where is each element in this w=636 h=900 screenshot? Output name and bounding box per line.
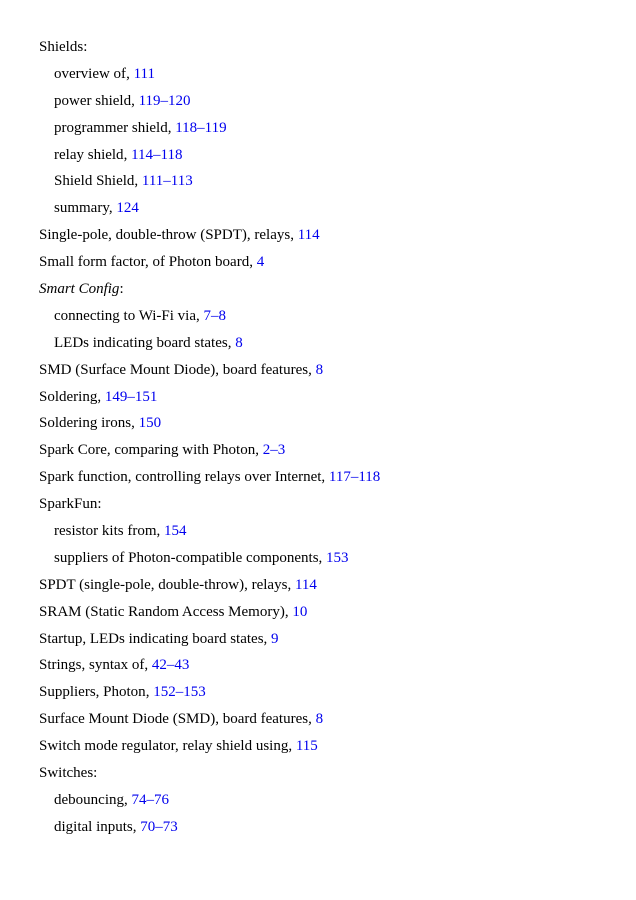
page-reference-link[interactable]: 114–118 — [131, 146, 183, 163]
index-entry — [39, 733, 380, 760]
index-separator: , — [227, 334, 236, 351]
index-term: summary — [54, 200, 109, 217]
index-separator: , — [167, 119, 176, 136]
index-entry — [39, 34, 380, 61]
index-term: SPDT (single-pole, double-throw), relays — [39, 576, 288, 593]
index-separator: : — [119, 281, 124, 298]
index-subentry — [39, 88, 380, 115]
index-entry — [39, 572, 380, 599]
index-term: Spark function, controlling relays over Internet — [39, 469, 322, 486]
index-entry — [39, 437, 380, 464]
page-reference-link[interactable]: 42–43 — [151, 657, 190, 674]
page-reference-link[interactable]: 117–118 — [328, 469, 381, 486]
index-subentry — [39, 168, 380, 195]
index-separator: , — [263, 630, 272, 647]
page-reference-link[interactable]: 124 — [116, 200, 139, 217]
page-reference-link[interactable]: 150 — [138, 415, 162, 432]
index-term: Spark Core, comparing with Photon — [39, 442, 256, 459]
index-subentry — [39, 61, 380, 88]
page-reference-link[interactable]: 119–120 — [138, 92, 191, 109]
index-term: Shield Shield — [54, 173, 135, 190]
index-separator: , — [308, 711, 316, 728]
index-separator: , — [131, 415, 139, 432]
page-reference-link[interactable]: 111 — [133, 65, 155, 82]
page-reference-link[interactable]: 8 — [315, 711, 324, 728]
index-separator: , — [131, 92, 139, 109]
index-separator: , — [97, 388, 105, 405]
index-term: Soldering — [39, 388, 98, 405]
index-separator: , — [249, 254, 257, 271]
page-reference-link[interactable]: 9 — [271, 630, 279, 647]
index-entry — [39, 599, 380, 626]
index-separator: , — [156, 523, 164, 540]
index-entry — [39, 249, 380, 276]
index-entry — [39, 276, 380, 303]
page-reference-link[interactable]: 154 — [164, 523, 187, 540]
index-entry — [39, 626, 380, 653]
index-separator: , — [321, 469, 329, 486]
index-term: Switch mode regulator, relay shield using — [39, 738, 289, 755]
index-separator: , — [123, 146, 132, 163]
index-term: Strings, syntax of — [39, 657, 145, 674]
index-entry — [39, 491, 380, 518]
index-term: Switches — [39, 765, 94, 782]
index-entry — [39, 222, 380, 249]
index-subentry — [39, 814, 380, 841]
index-separator: : — [93, 765, 98, 782]
index-separator: , — [134, 173, 142, 190]
index-entry — [39, 464, 380, 491]
index-term: LEDs indicating board states — [54, 334, 228, 351]
index-separator: , — [288, 738, 296, 755]
index-term: Soldering irons — [39, 415, 132, 432]
index-separator: , — [287, 576, 295, 593]
page-reference-link[interactable]: 115 — [295, 738, 318, 755]
index-term: Single-pole, double-throw (SPDT), relays — [39, 227, 291, 244]
index-subentry — [39, 330, 380, 357]
index-term: programmer shield — [54, 119, 168, 136]
index-list — [39, 34, 380, 841]
index-term: SRAM (Static Random Access Memory) — [39, 603, 285, 620]
index-term: Smart Config — [39, 281, 120, 298]
index-term: relay shield — [54, 146, 124, 163]
page-reference-link[interactable]: 114 — [294, 576, 317, 593]
index-entry — [39, 410, 380, 437]
index-entry — [39, 706, 380, 733]
index-separator: , — [126, 65, 134, 82]
index-subentry — [39, 115, 380, 142]
index-term: Shields — [39, 39, 84, 55]
index-entry — [39, 357, 380, 384]
page-reference-link[interactable]: 114 — [297, 227, 320, 244]
page-reference-link[interactable]: 8 — [315, 361, 324, 378]
page-reference-link[interactable]: 152–153 — [153, 684, 206, 701]
index-term: digital inputs — [54, 818, 133, 835]
index-separator: , — [196, 307, 204, 324]
index-subentry — [39, 545, 380, 572]
index-term: Startup, LEDs indicating board states — [39, 630, 264, 647]
index-term: SMD (Surface Mount Diode), board features — [39, 361, 309, 378]
index-separator: , — [144, 657, 152, 674]
index-subentry — [39, 195, 380, 222]
index-term: debouncing — [54, 791, 124, 808]
index-term: Suppliers, Photon — [39, 684, 146, 701]
index-separator: , — [290, 227, 298, 244]
index-entry — [39, 679, 380, 706]
index-term: Small form factor, of Photon board — [39, 254, 250, 271]
page-reference-link[interactable]: 74–76 — [131, 791, 169, 808]
page-reference-link[interactable]: 10 — [292, 603, 308, 620]
page-reference-link[interactable]: 118–119 — [175, 119, 227, 136]
page-reference-link[interactable]: 70–73 — [140, 818, 178, 835]
index-term: power shield — [54, 92, 132, 109]
page-reference-link[interactable]: 149–151 — [104, 388, 158, 405]
index-term: resistor kits from — [54, 523, 157, 540]
page-reference-link[interactable]: 2–3 — [262, 442, 286, 459]
index-separator: , — [255, 442, 263, 459]
index-subentry — [39, 518, 380, 545]
index-separator: : — [83, 39, 88, 55]
index-term: overview of — [54, 65, 127, 82]
index-separator: , — [318, 549, 327, 566]
index-separator: , — [308, 361, 316, 378]
index-separator: , — [123, 791, 132, 808]
index-separator: , — [132, 818, 141, 835]
index-separator: , — [284, 603, 293, 620]
index-subentry — [39, 142, 380, 169]
index-term: Surface Mount Diode (SMD), board features — [39, 711, 309, 728]
index-separator: : — [97, 496, 102, 513]
index-entry — [39, 652, 380, 679]
page-reference-link[interactable]: 8 — [235, 334, 243, 351]
index-term: SparkFun — [39, 496, 98, 513]
index-subentry — [39, 787, 380, 814]
index-entry — [39, 760, 380, 787]
index-subentry — [39, 303, 380, 330]
page-reference-link[interactable]: 111–113 — [141, 173, 193, 190]
index-term: suppliers of Photon-compatible components — [54, 549, 319, 566]
index-term: connecting to Wi-Fi via — [54, 307, 197, 324]
index-separator: , — [145, 684, 154, 701]
page-reference-link[interactable]: 4 — [256, 254, 265, 271]
index-entry — [39, 384, 380, 411]
page-reference-link[interactable]: 7–8 — [203, 307, 227, 324]
page-reference-link[interactable]: 153 — [326, 549, 349, 566]
index-separator: , — [108, 200, 117, 217]
